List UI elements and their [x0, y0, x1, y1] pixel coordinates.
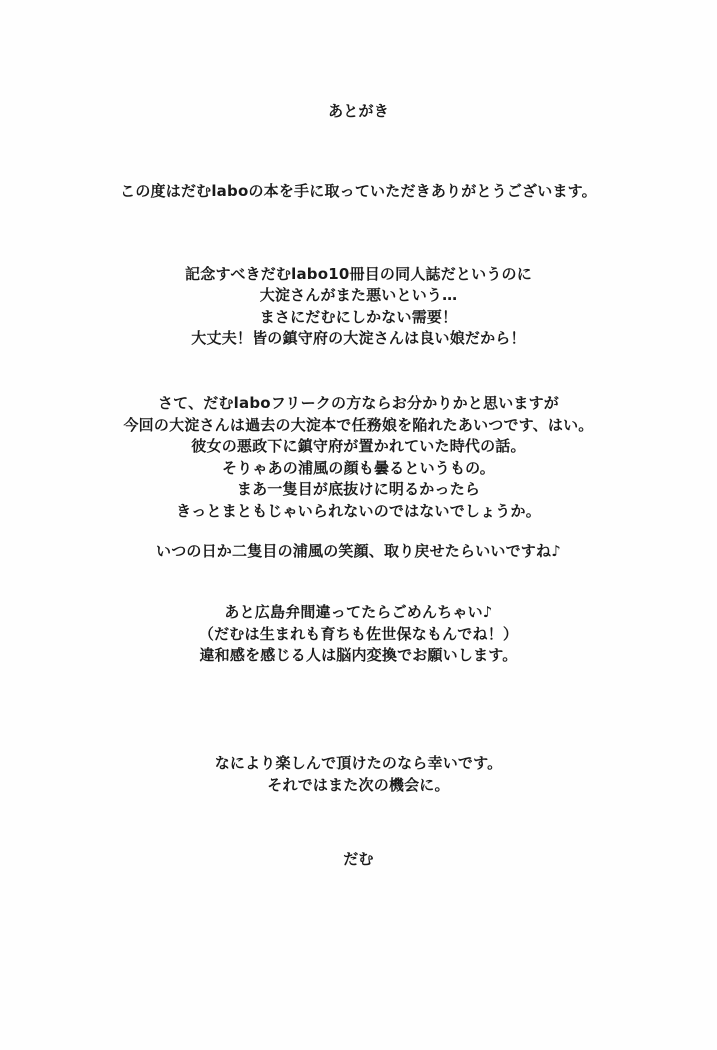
paragraph-line: 違和感を感じる人は脳内変換でお願いします。 — [199, 646, 518, 664]
paragraph-anniversary — [0, 264, 717, 349]
paragraph-line: （だむは生まれも育ちも佐世保なもんでね！） — [198, 624, 519, 643]
paragraph-line: なにより楽しんで頂けたのなら幸いです。 — [214, 754, 503, 772]
paragraph-line: 彼女の悪政下に鎮守府が置かれていた時代の話。 — [191, 437, 526, 455]
paragraph-line: そりゃあの浦風の顔も曇るというもの。 — [221, 458, 495, 477]
thanks-line: この度はだむlaboの本を手に取っていただきありがとうございます。 — [120, 182, 597, 200]
signature: だむ — [343, 850, 374, 868]
paragraph-line: 大丈夫！皆の鎮守府の大淀さんは良い娘だから！ — [191, 328, 526, 347]
paragraph-dialect — [0, 602, 717, 667]
paragraph-line: 記念すべきだむlabo10冊目の同人誌だというのに — [185, 265, 532, 283]
paragraph-hope: いつの日か二隻目の浦風の笑顔、取り戻せたらいいですね♪ — [156, 542, 561, 560]
paragraph-closing — [0, 752, 717, 796]
paragraph-line: 今回の大淀さんは過去の大淀本で任務娘を陥れたあいつです、はい。 — [123, 415, 594, 434]
paragraph-story — [0, 393, 717, 522]
paragraph-line: それではまた次の機会に。 — [267, 776, 450, 794]
paragraph-line: さて、だむlaboフリークの方ならお分かりかと思いますが — [157, 394, 559, 412]
paragraph-line: あと広島弁間違ってたらごめんちゃい♪ — [224, 603, 493, 621]
afterword-title: あとがき — [328, 102, 389, 120]
paragraph-line: まさにだむにしかない需要！ — [259, 307, 458, 326]
paragraph-line: きっとまともじゃいられないのではないでしょうか。 — [176, 501, 541, 520]
paragraph-line: 大淀さんがまた悪いという… — [259, 286, 458, 305]
paragraph-line: まあ一隻目が底抜けに明るかったら — [236, 480, 481, 498]
